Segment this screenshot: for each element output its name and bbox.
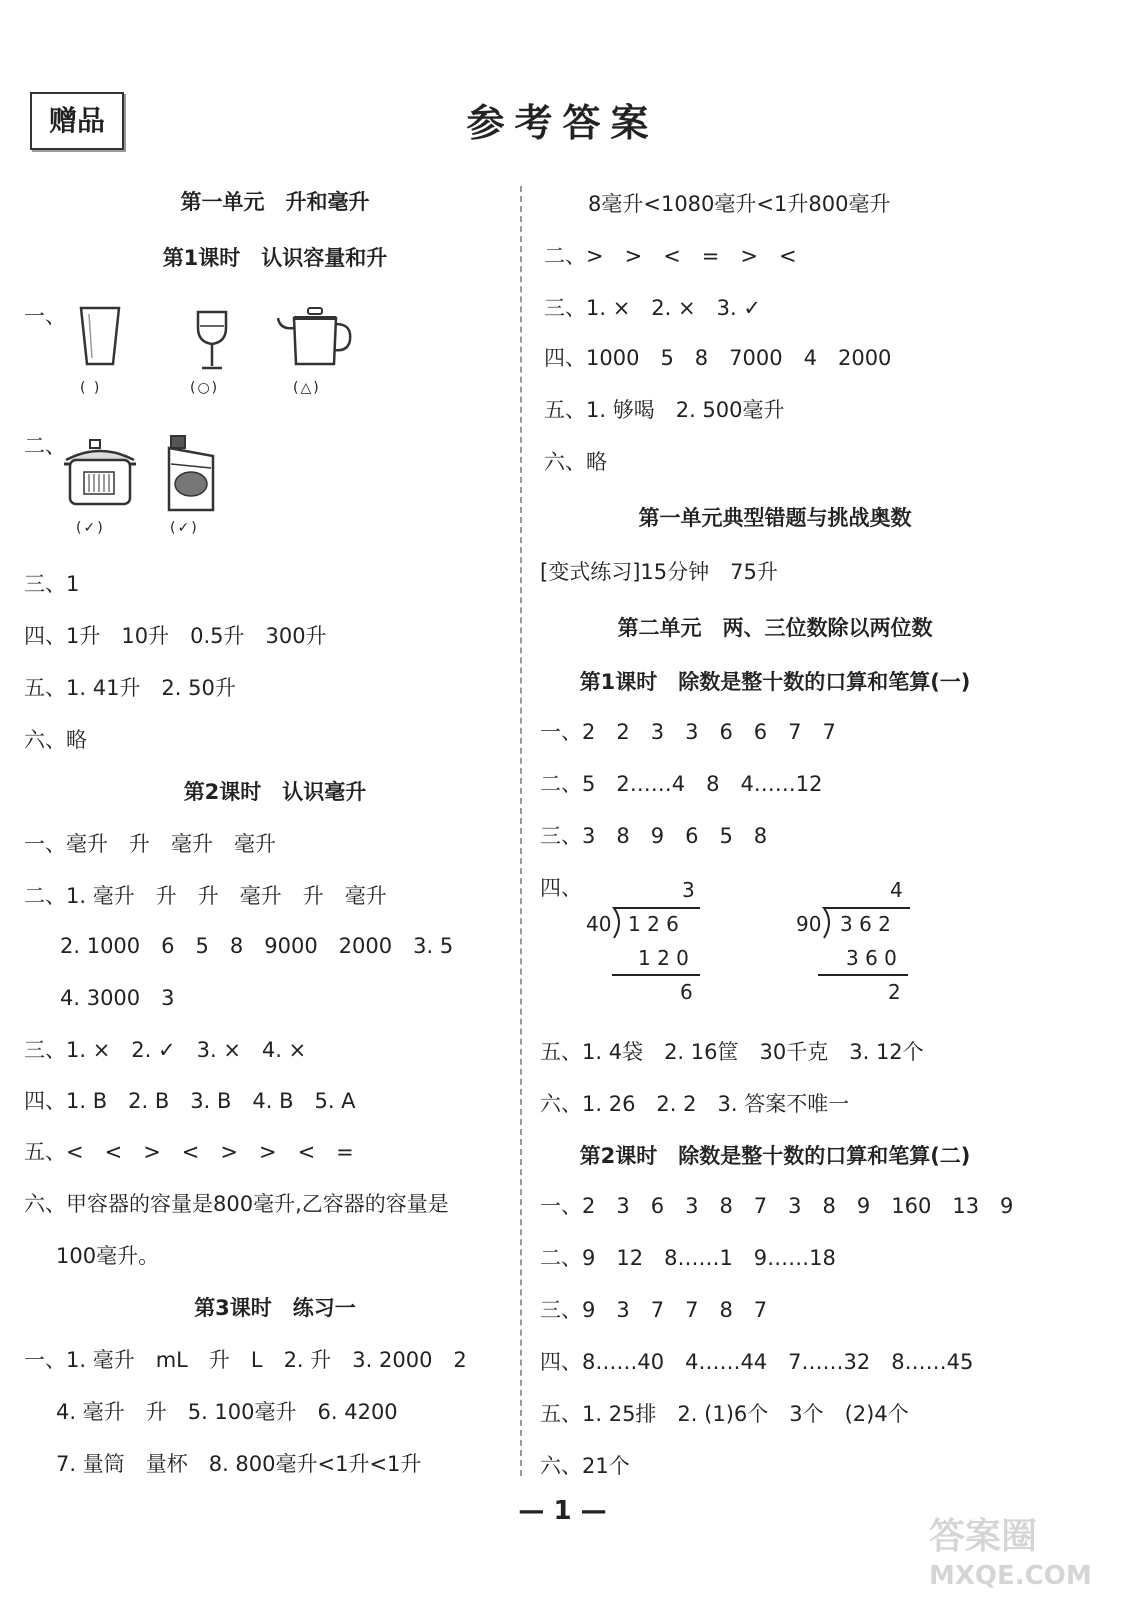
unit2-heading: 第二单元 两、三位数除以两位数 [617, 616, 933, 640]
r-q6: 六、略 [544, 450, 607, 474]
l1-q2-label: 二、 [24, 434, 66, 458]
r-line1: 8毫升<1080毫升<1升800毫升 [588, 192, 891, 216]
u2l2-q5: 五、1. 25排 2. (1)6个 3个 (2)4个 [540, 1402, 909, 1426]
l1-q5: 五、1. 41升 2. 50升 [24, 676, 236, 700]
l1-q2-choice-2: (✓) [170, 520, 199, 536]
l1-q3: 三、1 [24, 572, 80, 596]
typical-errors-heading: 第一单元典型错题与挑战奥数 [638, 506, 912, 530]
u2-lesson1-heading: 第1课时 除数是整十数的口算和笔算(一) [579, 670, 971, 694]
pressure-cooker-icon [62, 438, 138, 512]
u2l1-q4: 四、 [540, 876, 582, 900]
l2-q6a: 六、甲容器的容量是800毫升,乙容器的容量是 [24, 1192, 449, 1216]
wine-glass-icon [192, 308, 232, 374]
u2l2-q1: 一、2 3 6 3 8 7 3 8 9 160 13 9 [540, 1194, 1014, 1218]
l1-q4: 四、1升 10升 0.5升 300升 [24, 624, 327, 648]
division-1-remainder: 6 [680, 980, 693, 1004]
lesson2-heading: 第2课时 认识毫升 [183, 780, 367, 804]
division-1-divisor: 40 [586, 912, 612, 936]
unit1-heading: 第一单元 升和毫升 [180, 190, 370, 214]
r-q2: 二、> > < = > < [544, 244, 797, 268]
column-divider [520, 186, 522, 1476]
l1-q1-choice-3: (△) [293, 380, 321, 396]
r-q3: 三、1. × 2. × 3. ✓ [544, 296, 761, 320]
cup-icon [75, 302, 125, 370]
r-q4: 四、1000 5 8 7000 4 2000 [544, 346, 892, 370]
l1-q1-choice-2: (○) [190, 380, 220, 396]
oil-bottle-icon [165, 434, 217, 514]
u2-lesson2-heading: 第2课时 除数是整十数的口算和笔算(二) [579, 1144, 971, 1168]
division-2-dividend: 3 6 2 [840, 912, 891, 936]
svg-text:MXQE.COM: MXQE.COM [929, 1561, 1092, 1590]
u2l1-q5: 五、1. 4袋 2. 16筐 30千克 3. 12个 [540, 1040, 924, 1064]
r-q5: 五、1. 够喝 2. 500毫升 [544, 398, 785, 422]
svg-text:答案圈: 答案圈 [929, 1516, 1038, 1557]
division-1-quotient: 3 [682, 878, 695, 902]
division-1-line [612, 974, 700, 976]
l1-q2-choice-1: (✓) [76, 520, 105, 536]
division-1-dividend: 1 2 6 [628, 912, 679, 936]
page-title: 参考答案 [466, 101, 659, 145]
l2-q2a: 二、1. 毫升 升 升 毫升 升 毫升 [24, 884, 387, 908]
division-2-remainder: 2 [888, 980, 901, 1004]
l2-q1: 一、毫升 升 毫升 毫升 [24, 832, 276, 856]
l2-q4: 四、1. B 2. B 3. B 4. B 5. A [24, 1089, 356, 1113]
division-2-divisor: 90 [796, 912, 822, 936]
u2l2-q3: 三、9 3 7 7 8 7 [540, 1298, 768, 1322]
division-2-product: 3 6 0 [846, 946, 897, 970]
l3-q1c: 7. 量筒 量杯 8. 800毫升<1升<1升 [56, 1452, 422, 1476]
l1-q1-label: 一、 [24, 304, 66, 328]
division-2-quotient: 4 [890, 878, 903, 902]
l2-q5: 五、< < > < > > < = [24, 1140, 354, 1164]
page-number: — 1 — [518, 1496, 607, 1526]
u2l2-q4: 四、8……40 4……44 7……32 8……45 [540, 1350, 974, 1374]
u2l2-q2: 二、9 12 8……1 9……18 [540, 1246, 836, 1270]
division-2-line [818, 974, 908, 976]
variant-practice: [变式练习]15分钟 75升 [540, 560, 778, 584]
teapot-icon [276, 304, 356, 372]
u2l1-q3: 三、3 8 9 6 5 8 [540, 824, 768, 848]
u2l1-q1: 一、2 2 3 3 6 6 7 7 [540, 720, 836, 744]
l2-q2b: 2. 1000 6 5 8 9000 2000 3. 5 [60, 934, 454, 958]
watermark-logo [925, 1508, 1105, 1590]
lesson1-heading: 第1课时 认识容量和升 [162, 246, 388, 270]
lesson3-heading: 第3课时 练习一 [194, 1296, 356, 1320]
u2l1-q6: 六、1. 26 2. 2 3. 答案不唯一 [540, 1092, 850, 1116]
u2l2-q6: 六、21个 [540, 1454, 630, 1478]
l3-q1a: 一、1. 毫升 mL 升 L 2. 升 3. 2000 2 [24, 1348, 467, 1372]
l1-q6: 六、略 [24, 728, 87, 752]
l1-q1-choice-1: ( ) [80, 380, 102, 396]
l3-q1b: 4. 毫升 升 5. 100毫升 6. 4200 [56, 1400, 398, 1424]
gift-badge: 赠品 [30, 92, 124, 150]
division-1-product: 1 2 0 [638, 946, 689, 970]
l2-q6b: 100毫升。 [56, 1244, 160, 1268]
u2l1-q2: 二、5 2……4 8 4……12 [540, 772, 823, 796]
l2-q3: 三、1. × 2. ✓ 3. × 4. × [24, 1038, 307, 1062]
l2-q2c: 4. 3000 3 [60, 986, 175, 1010]
